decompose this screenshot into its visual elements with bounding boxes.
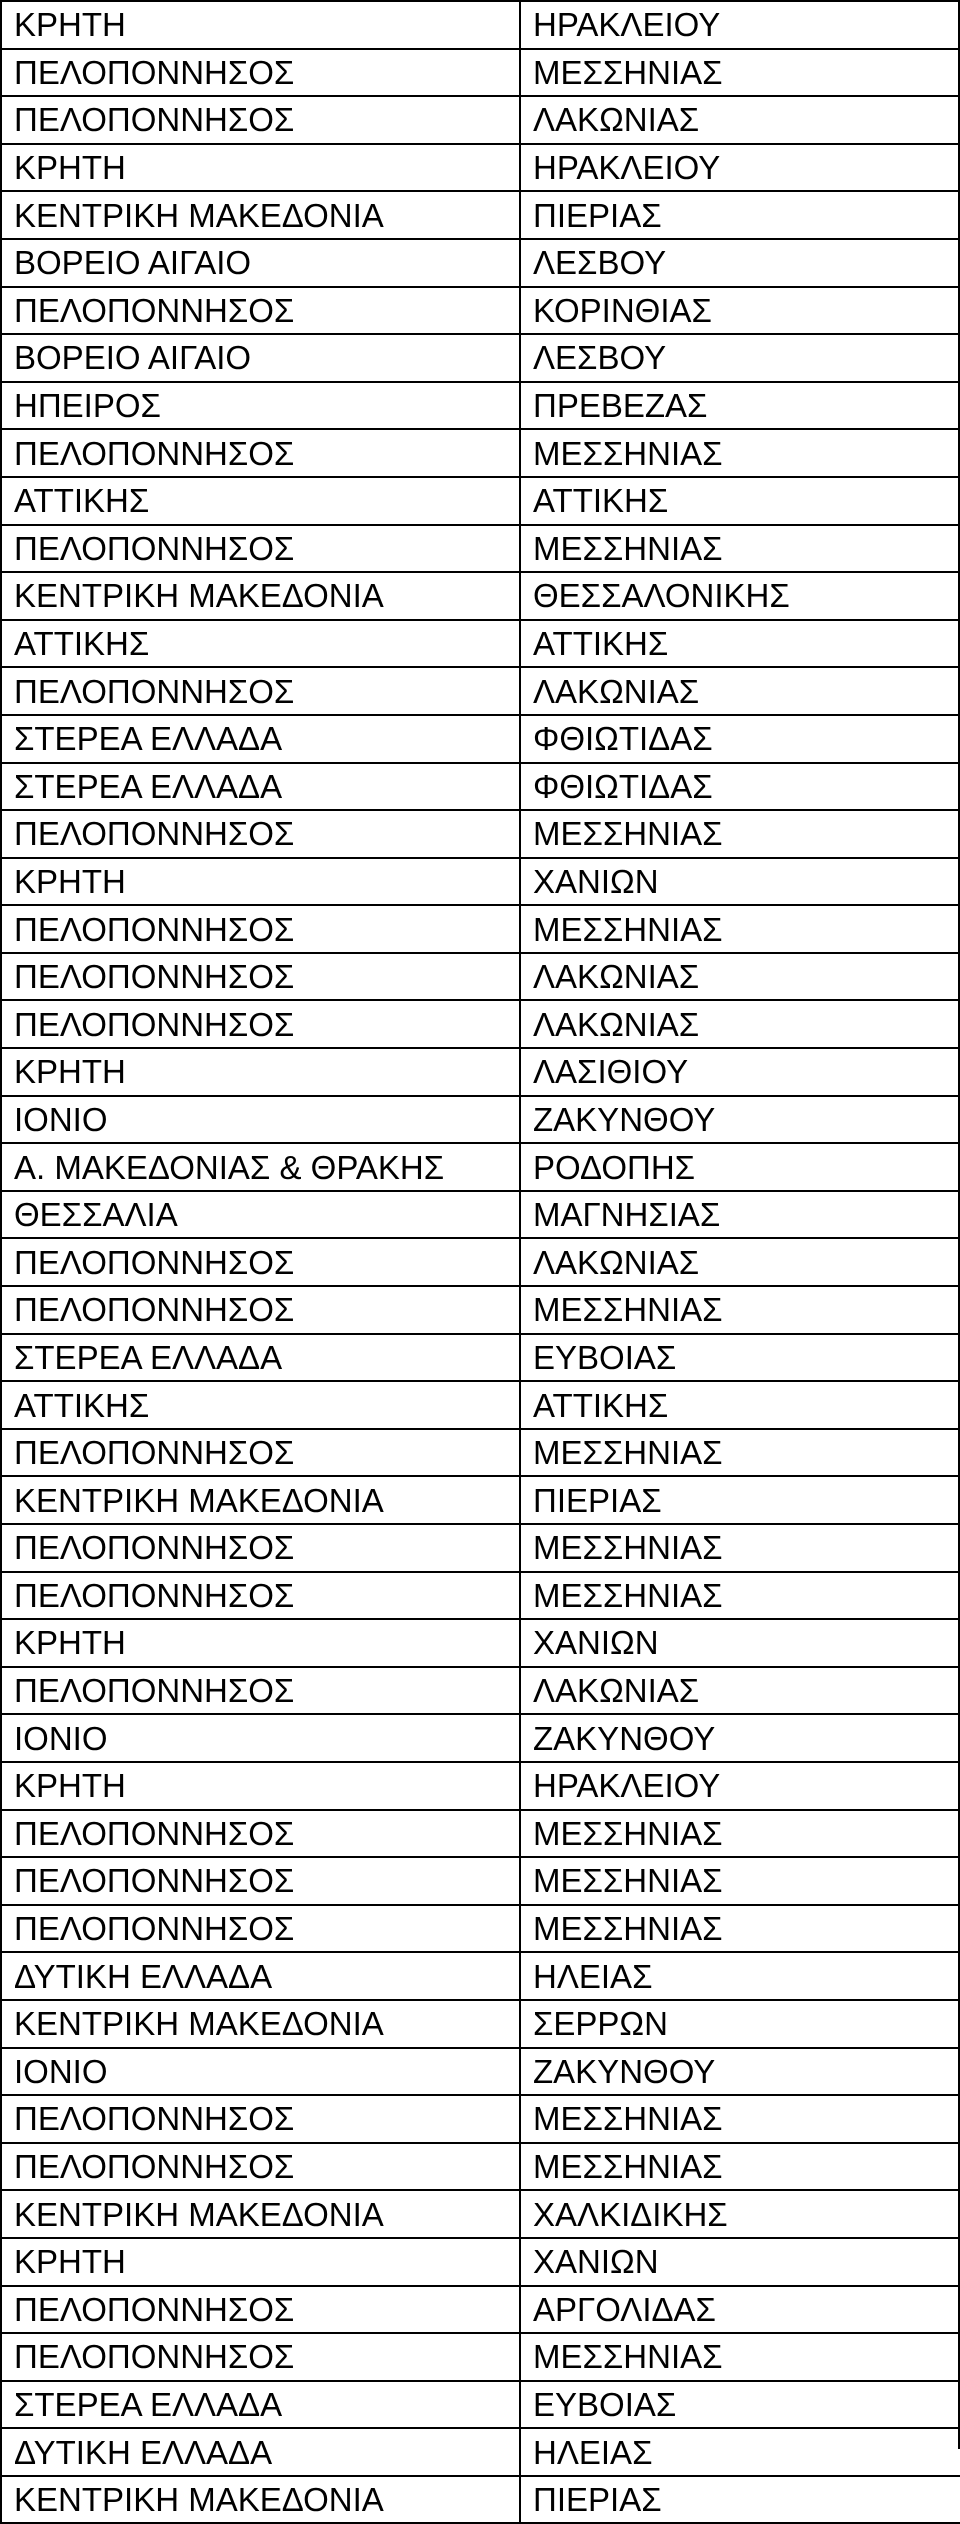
table-row (1, 2286, 960, 2334)
prefecture-cell: ΜΕΣΣΗΝΙΑΣ (520, 2095, 960, 2143)
region-cell: ΣΤΕΡΕΑ ΕΛΛΑΔΑ (1, 1334, 520, 1382)
table-row (1, 1572, 960, 1620)
region-cell: ΠΕΛΟΠΟΝΝΗΣΟΣ (1, 287, 520, 335)
prefecture-cell: ΦΘΙΩΤΙΔΑΣ (520, 763, 960, 811)
region-cell: ΠΕΛΟΠΟΝΝΗΣΟΣ (1, 1429, 520, 1477)
prefecture-cell: ΠΙΕΡΙΑΣ (520, 2476, 960, 2524)
table-row (1, 477, 960, 525)
table-row (1, 2000, 960, 2048)
prefecture-cell: ΑΤΤΙΚΗΣ (520, 620, 960, 668)
prefecture-cell: ΗΡΑΚΛΕΙΟΥ (520, 1762, 960, 1810)
prefecture-cell: ΜΕΣΣΗΝΙΑΣ (520, 1286, 960, 1334)
prefecture-cell: ΜΕΣΣΗΝΙΑΣ (520, 810, 960, 858)
prefecture-cell: ΖΑΚΥΝΘΟΥ (520, 1096, 960, 1144)
prefecture-cell: ΜΕΣΣΗΝΙΑΣ (520, 1572, 960, 1620)
region-cell: ΚΕΝΤΡΙΚΗ ΜΑΚΕΔΟΝΙΑ (1, 2000, 520, 2048)
table-row (1, 191, 960, 239)
prefecture-cell: ΜΕΣΣΗΝΙΑΣ (520, 2333, 960, 2381)
prefecture-cell: ΑΤΤΙΚΗΣ (520, 1381, 960, 1429)
table-row (1, 1524, 960, 1572)
prefecture-cell: ΛΑΚΩΝΙΑΣ (520, 1000, 960, 1048)
table-row (1, 239, 960, 287)
region-cell: ΙΟΝΙΟ (1, 1096, 520, 1144)
table-row (1, 1810, 960, 1858)
prefecture-cell: ΗΡΑΚΛΕΙΟΥ (520, 1, 960, 49)
table-row (1, 1, 960, 49)
prefecture-cell: ΡΟΔΟΠΗΣ (520, 1143, 960, 1191)
region-cell: ΠΕΛΟΠΟΝΝΗΣΟΣ (1, 1000, 520, 1048)
prefecture-cell: ΖΑΚΥΝΘΟΥ (520, 2048, 960, 2096)
prefecture-cell: ΠΙΕΡΙΑΣ (520, 191, 960, 239)
region-cell: ΠΕΛΟΠΟΝΝΗΣΟΣ (1, 953, 520, 1001)
table-row (1, 382, 960, 430)
region-cell: ΚΕΝΤΡΙΚΗ ΜΑΚΕΔΟΝΙΑ (1, 1476, 520, 1524)
table-row (1, 905, 960, 953)
region-cell: ΔΥΤΙΚΗ ΕΛΛΑΔΑ (1, 1952, 520, 2000)
table-row (1, 1381, 960, 1429)
table-row (1, 858, 960, 906)
prefecture-cell: ΜΕΣΣΗΝΙΑΣ (520, 2143, 960, 2191)
region-cell: ΚΡΗΤΗ (1, 2238, 520, 2286)
region-cell: ΑΤΤΙΚΗΣ (1, 620, 520, 668)
table-row (1, 1714, 960, 1762)
region-cell: ΠΕΛΟΠΟΝΝΗΣΟΣ (1, 96, 520, 144)
table-row (1, 2048, 960, 2096)
region-cell: ΚΕΝΤΡΙΚΗ ΜΑΚΕΔΟΝΙΑ (1, 2476, 520, 2524)
region-cell: ΚΕΝΤΡΙΚΗ ΜΑΚΕΔΟΝΙΑ (1, 191, 520, 239)
region-cell: ΒΟΡΕΙΟ ΑΙΓΑΙΟ (1, 334, 520, 382)
prefecture-cell: ΠΡΕΒΕΖΑΣ (520, 382, 960, 430)
prefecture-cell: ΛΑΚΩΝΙΑΣ (520, 1238, 960, 1286)
table-row (1, 715, 960, 763)
table-row (1, 1238, 960, 1286)
prefecture-cell: ΣΕΡΡΩΝ (520, 2000, 960, 2048)
prefecture-cell: ΜΕΣΣΗΝΙΑΣ (520, 525, 960, 573)
prefecture-cell: ΜΕΣΣΗΝΙΑΣ (520, 429, 960, 477)
region-cell: ΑΤΤΙΚΗΣ (1, 1381, 520, 1429)
region-cell: ΚΡΗΤΗ (1, 858, 520, 906)
region-cell: ΚΡΗΤΗ (1, 1, 520, 49)
table-row (1, 287, 960, 335)
table-row (1, 2190, 960, 2238)
region-cell: ΠΕΛΟΠΟΝΝΗΣΟΣ (1, 49, 520, 97)
region-cell: ΚΡΗΤΗ (1, 1619, 520, 1667)
prefecture-cell: ΧΑΛΚΙΔΙΚΗΣ (520, 2190, 960, 2238)
prefecture-cell: ΛΕΣΒΟΥ (520, 334, 960, 382)
prefecture-cell: ΑΤΤΙΚΗΣ (520, 477, 960, 525)
table-row (1, 1667, 960, 1715)
prefecture-cell: ΧΑΝΙΩΝ (520, 2238, 960, 2286)
region-cell: ΠΕΛΟΠΟΝΝΗΣΟΣ (1, 1524, 520, 1572)
table-row (1, 1952, 960, 2000)
table-row (1, 1000, 960, 1048)
table-row (1, 1905, 960, 1953)
region-cell: ΚΕΝΤΡΙΚΗ ΜΑΚΕΔΟΝΙΑ (1, 572, 520, 620)
region-cell: ΠΕΛΟΠΟΝΝΗΣΟΣ (1, 810, 520, 858)
region-cell: ΠΕΛΟΠΟΝΝΗΣΟΣ (1, 1572, 520, 1620)
prefecture-cell: ΗΡΑΚΛΕΙΟΥ (520, 144, 960, 192)
table-row (1, 49, 960, 97)
table-row (1, 1143, 960, 1191)
prefecture-cell: ΜΕΣΣΗΝΙΑΣ (520, 1524, 960, 1572)
region-cell: Α. ΜΑΚΕΔΟΝΙΑΣ & ΘΡΑΚΗΣ (1, 1143, 520, 1191)
table-row (1, 953, 960, 1001)
prefecture-cell: ΛΑΚΩΝΙΑΣ (520, 96, 960, 144)
region-cell: ΠΕΛΟΠΟΝΝΗΣΟΣ (1, 1857, 520, 1905)
region-cell: ΚΡΗΤΗ (1, 1762, 520, 1810)
region-cell: ΠΕΛΟΠΟΝΝΗΣΟΣ (1, 667, 520, 715)
region-cell: ΙΟΝΙΟ (1, 1714, 520, 1762)
prefecture-cell: ΜΕΣΣΗΝΙΑΣ (520, 905, 960, 953)
region-cell: ΣΤΕΡΕΑ ΕΛΛΑΔΑ (1, 715, 520, 763)
table-row (1, 1334, 960, 1382)
prefecture-cell: ΜΕΣΣΗΝΙΑΣ (520, 1905, 960, 1953)
region-cell: ΠΕΛΟΠΟΝΝΗΣΟΣ (1, 1667, 520, 1715)
table-row (1, 334, 960, 382)
prefecture-cell: ΛΕΣΒΟΥ (520, 239, 960, 287)
prefecture-cell: ΚΟΡΙΝΘΙΑΣ (520, 287, 960, 335)
prefecture-cell: ΧΑΝΙΩΝ (520, 1619, 960, 1667)
prefecture-cell: ΠΙΕΡΙΑΣ (520, 1476, 960, 1524)
prefecture-cell: ΛΑΣΙΘΙΟΥ (520, 1048, 960, 1096)
prefecture-cell: ΑΡΓΟΛΙΔΑΣ (520, 2286, 960, 2334)
region-cell: ΘΕΣΣΑΛΙΑ (1, 1191, 520, 1239)
prefecture-cell: ΛΑΚΩΝΙΑΣ (520, 667, 960, 715)
table-row (1, 525, 960, 573)
table-row (1, 667, 960, 715)
table-row (1, 1096, 960, 1144)
region-cell: ΑΤΤΙΚΗΣ (1, 477, 520, 525)
table-row (1, 2476, 960, 2524)
table-row (1, 1048, 960, 1096)
region-cell: ΣΤΕΡΕΑ ΕΛΛΑΔΑ (1, 763, 520, 811)
table-row (1, 572, 960, 620)
prefecture-cell: ΜΕΣΣΗΝΙΑΣ (520, 1857, 960, 1905)
region-cell: ΒΟΡΕΙΟ ΑΙΓΑΙΟ (1, 239, 520, 287)
table-row (1, 2143, 960, 2191)
table-row (1, 2095, 960, 2143)
prefecture-cell: ΜΕΣΣΗΝΙΑΣ (520, 1810, 960, 1858)
table-row (1, 1286, 960, 1334)
region-cell: ΙΟΝΙΟ (1, 2048, 520, 2096)
region-cell: ΠΕΛΟΠΟΝΝΗΣΟΣ (1, 2333, 520, 2381)
table-row (1, 810, 960, 858)
table-row (1, 429, 960, 477)
prefecture-cell: ΖΑΚΥΝΘΟΥ (520, 1714, 960, 1762)
region-cell: ΠΕΛΟΠΟΝΝΗΣΟΣ (1, 525, 520, 573)
table-body (1, 1, 960, 2523)
prefecture-cell: ΦΘΙΩΤΙΔΑΣ (520, 715, 960, 763)
prefecture-cell: ΗΛΕΙΑΣ (520, 1952, 960, 2000)
region-cell: ΠΕΛΟΠΟΝΝΗΣΟΣ (1, 2095, 520, 2143)
region-cell: ΔΥΤΙΚΗ ΕΛΛΑΔΑ (1, 2428, 520, 2476)
region-cell: ΠΕΛΟΠΟΝΝΗΣΟΣ (1, 429, 520, 477)
region-cell: ΚΡΗΤΗ (1, 1048, 520, 1096)
region-cell: ΠΕΛΟΠΟΝΝΗΣΟΣ (1, 1286, 520, 1334)
prefecture-cell: ΜΕΣΣΗΝΙΑΣ (520, 49, 960, 97)
prefecture-cell: ΛΑΚΩΝΙΑΣ (520, 953, 960, 1001)
region-cell: ΚΡΗΤΗ (1, 144, 520, 192)
prefecture-cell: ΧΑΝΙΩΝ (520, 858, 960, 906)
region-cell: ΠΕΛΟΠΟΝΝΗΣΟΣ (1, 2143, 520, 2191)
table-row (1, 1762, 960, 1810)
prefecture-cell: ΕΥΒΟΙΑΣ (520, 2381, 960, 2429)
region-cell: ΗΠΕΙΡΟΣ (1, 382, 520, 430)
table-row (1, 1191, 960, 1239)
table-row (1, 2238, 960, 2286)
table-row (1, 2333, 960, 2381)
region-cell: ΠΕΛΟΠΟΝΝΗΣΟΣ (1, 1810, 520, 1858)
region-cell: ΚΕΝΤΡΙΚΗ ΜΑΚΕΔΟΝΙΑ (1, 2190, 520, 2238)
table-row (1, 2428, 960, 2476)
prefecture-cell: ΕΥΒΟΙΑΣ (520, 1334, 960, 1382)
table-row (1, 763, 960, 811)
region-cell: ΠΕΛΟΠΟΝΝΗΣΟΣ (1, 1238, 520, 1286)
table-row (1, 1429, 960, 1477)
table-row (1, 1857, 960, 1905)
prefecture-cell: ΜΕΣΣΗΝΙΑΣ (520, 1429, 960, 1477)
prefecture-cell: ΗΛΕΙΑΣ (520, 2428, 960, 2476)
prefecture-cell: ΜΑΓΝΗΣΙΑΣ (520, 1191, 960, 1239)
table-row (1, 96, 960, 144)
region-cell: ΠΕΛΟΠΟΝΝΗΣΟΣ (1, 905, 520, 953)
table-row (1, 144, 960, 192)
region-cell: ΣΤΕΡΕΑ ΕΛΛΑΔΑ (1, 2381, 520, 2429)
region-cell: ΠΕΛΟΠΟΝΝΗΣΟΣ (1, 1905, 520, 1953)
region-cell: ΠΕΛΟΠΟΝΝΗΣΟΣ (1, 2286, 520, 2334)
table-row (1, 1619, 960, 1667)
prefecture-cell: ΛΑΚΩΝΙΑΣ (520, 1667, 960, 1715)
table-row (1, 2381, 960, 2429)
table-row (1, 620, 960, 668)
table-row (1, 1476, 960, 1524)
prefecture-cell: ΘΕΣΣΑΛΟΝΙΚΗΣ (520, 572, 960, 620)
